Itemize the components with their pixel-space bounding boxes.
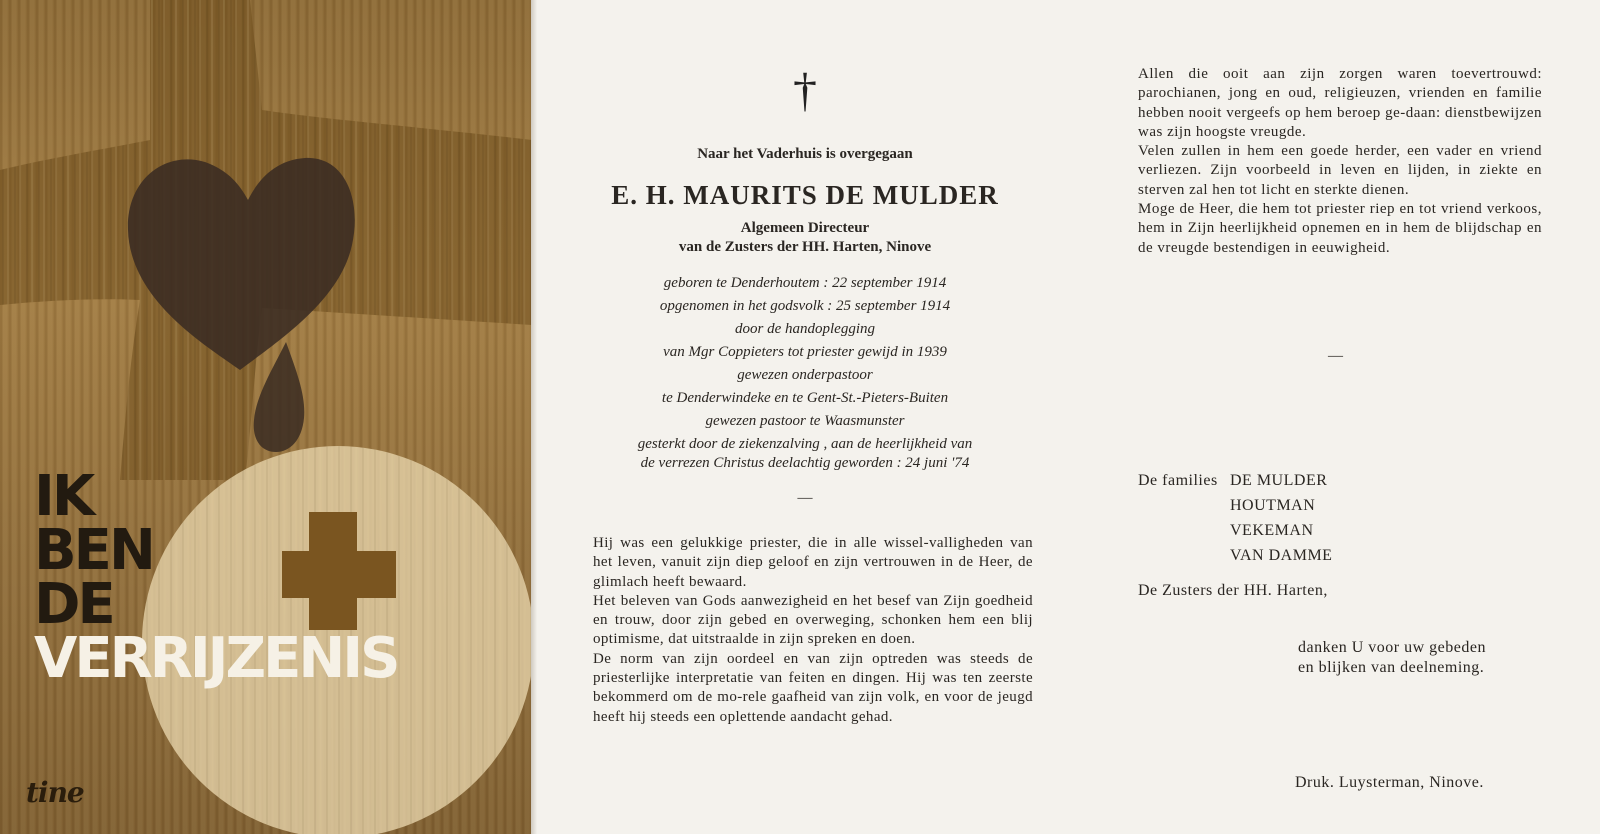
family-name: HOUTMAN <box>1230 497 1316 514</box>
artwork-title-line-3: DE <box>34 572 113 637</box>
tribute-text <box>593 534 1033 727</box>
separator-dash: — <box>797 490 813 506</box>
printer-credit: Druk. Luysterman, Ninove. <box>1295 774 1484 791</box>
role-line-1: Algemeen Directeur <box>740 220 870 236</box>
artwork-title-line-2: BEN <box>34 518 153 583</box>
artwork-title-line-4: VERRIJZENIS <box>34 626 398 691</box>
tribute-paragraph: Hij was een gelukkige priester, die in alle wissel-valligheden van het leven, vanuit zijn diep geloof en zijn vertrouwen in de Heer, de glimlach heeft bewaard. <box>593 535 1033 590</box>
tribute-paragraph: Het beleven van Gods aanwezigheid en het besef van Zijn goedheid en trouw, door zijn gebed en overweging, schonken hem een blij optimisme, dat uitstraalde in zijn spreken en doen. <box>593 592 1033 648</box>
bio-line: de verrezen Christus deelachtig geworden : 24 juni '74 <box>640 455 970 471</box>
biography <box>537 272 1073 475</box>
bio-line: geboren te Denderhoutem : 22 september 1914 <box>663 275 947 291</box>
bio-line: gewezen onderpastoor <box>737 367 873 383</box>
thanks-line-1: danken U voor uw gebeden <box>1298 639 1486 656</box>
families-block <box>1138 468 1333 564</box>
drop-shape <box>254 342 305 452</box>
family-name: VEKEMAN <box>1230 522 1314 539</box>
separator-dash: — <box>1328 348 1343 364</box>
family-name: VAN DAMME <box>1230 547 1333 564</box>
bio-line: gewezen pastoor te Waasmunster <box>705 413 905 429</box>
artwork-title <box>34 464 398 691</box>
middle-panel <box>537 0 1073 834</box>
remembrance-paragraph: Moge de Heer, die hem tot priester riep en tot vriend verkoos, hem in Zijn heerlijkheid opnemen en in hem de blijdschap en de vreugde bestendigen in eeuwigheid. <box>1138 201 1542 256</box>
bio-line: van Mgr Coppieters tot priester gewijd in 1939 <box>663 344 947 360</box>
sisters-line: De Zusters der HH. Harten, <box>1138 582 1328 599</box>
remembrance-text <box>1138 65 1542 258</box>
artwork-panel <box>0 0 532 834</box>
remembrance-paragraph: Velen zullen in hem een goede herder, een vader en vriend verliezen. Zijn voorbeeld in leven en lijden, in ziekte en sterven zal hen tot licht en sterkte dienen. <box>1138 143 1542 198</box>
bio-line: te Denderwindeke en te Gent-St.-Pieters-Buiten <box>661 390 949 406</box>
families-prefix: De families <box>1138 472 1218 489</box>
remembrance-paragraph: Allen die ooit aan zijn zorgen waren toevertrouwd: parochianen, jong en oud, religieuzen, vrienden en familie hebben nooit vergeefs op hem beroep ge-daan: dienstbewijzen was zijn hoogste vreugde. <box>1138 66 1542 140</box>
bio-line: gesterkt door de ziekenzalving , aan de heerlijkheid van <box>637 436 973 452</box>
artwork-illustration <box>0 0 532 834</box>
family-name: DE MULDER <box>1230 472 1328 489</box>
artist-signature: tine <box>26 776 84 809</box>
intro-line: Naar het Vaderhuis is overgegaan <box>697 146 913 162</box>
tribute-paragraph: De norm van zijn oordeel en van zijn optreden was steeds de priesterlijke interpretatie van feiten en dingen. Hij was ten zeerste bekommerd om de mo-rele gaafheid van zijn volk, en voor de jeugd heeft hij steeds een oplettende aandacht gehad. <box>593 650 1033 725</box>
artwork-title-line-1: IK <box>34 464 93 529</box>
bio-line: opgenomen in het godsvolk : 25 september 1914 <box>659 298 951 314</box>
thanks-block <box>1298 638 1486 678</box>
bio-line: door de handoplegging <box>735 321 875 337</box>
thanks-line-2: en blijken van deelneming. <box>1298 659 1485 676</box>
deceased-name: E. H. MAURITS DE MULDER <box>611 180 999 210</box>
cross-icon: † <box>793 64 817 117</box>
role-line-2: van de Zusters der HH. Harten, Ninove <box>678 239 932 255</box>
right-panel <box>1073 0 1600 834</box>
